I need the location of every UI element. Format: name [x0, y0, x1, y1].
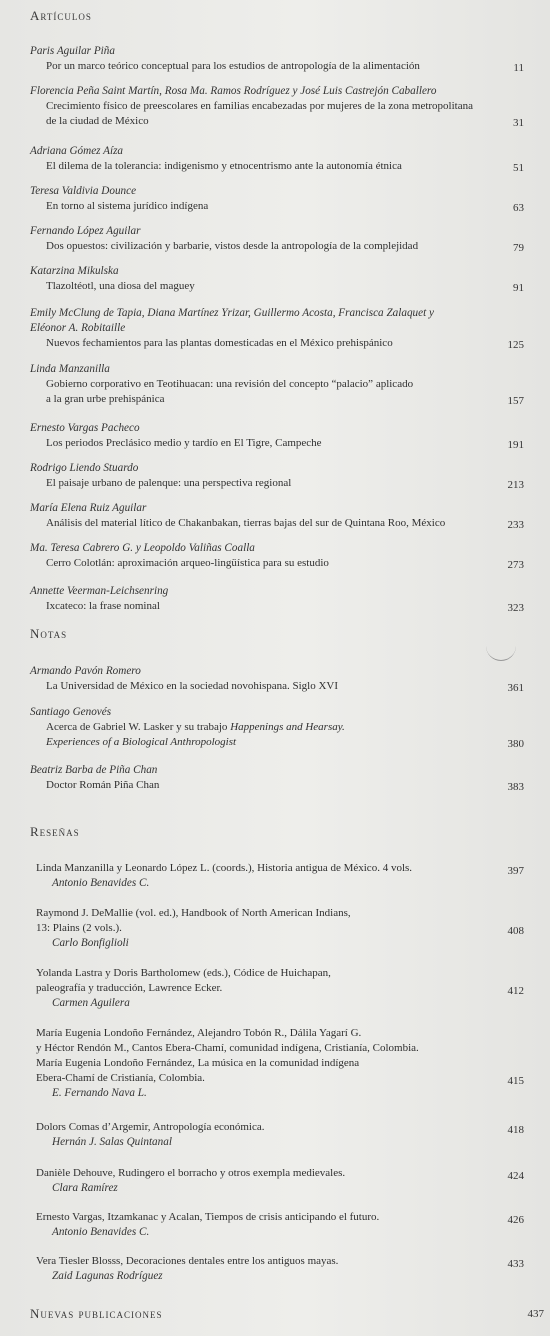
resena-page-number: 418	[507, 1124, 524, 1136]
entry-title: Tlazoltéotl, una diosa del maguey	[46, 280, 195, 292]
resena-reference: María Eugenia Londoño Fernández, La música en la comunidad indígena	[36, 1057, 360, 1069]
resena-entry	[36, 1210, 530, 1240]
entry-author: Santiago Genovés	[30, 706, 112, 718]
articulos-entry	[30, 84, 530, 129]
articulos-entry	[30, 184, 530, 214]
entry-author: María Elena Ruiz Aguilar	[30, 502, 147, 514]
resena-reviewer: Antonio Benavides C.	[52, 877, 150, 889]
entry-page-number: 51	[513, 162, 524, 174]
resena-entry	[36, 966, 530, 1011]
articulos-entry	[30, 144, 530, 174]
entry-author: Florencia Peña Saint Martín, Rosa Ma. Ramos Rodríguez y José Luis Castrejón Caballero	[30, 85, 437, 97]
entry-author: Beatriz Barba de Piña Chan	[30, 764, 158, 776]
resena-page-number: 408	[507, 925, 524, 937]
entry-author: Katarzina Mikulska	[30, 265, 119, 277]
resena-entry	[36, 1166, 530, 1196]
entry-author: Paris Aguilar Piña	[30, 45, 115, 57]
entry-page-number: 125	[507, 339, 524, 351]
section-title-articulos: Artículos	[30, 8, 92, 23]
entry-title: La Universidad de México en la sociedad novohispana. Siglo XVI	[46, 680, 339, 692]
articulos-entry	[30, 264, 530, 294]
entry-page-number: 63	[513, 202, 524, 214]
entry-title: Por un marco teórico conceptual para los estudios de antropología de la alimentación	[46, 60, 420, 72]
entry-author: Rodrigo Liendo Stuardo	[30, 462, 139, 474]
entry-page-number: 213	[507, 479, 524, 491]
resena-reference: Vera Tiesler Blosss, Decoraciones dentales entre los antiguos mayas.	[36, 1255, 339, 1267]
nuevas-publicaciones-page-number: 437	[527, 1308, 544, 1320]
entry-page-number: 91	[513, 282, 524, 294]
entry-title: El paisaje urbano de palenque: una perspectiva regional	[46, 477, 292, 489]
resena-page-number: 397	[507, 865, 524, 877]
resena-reference: Ernesto Vargas, Itzamkanac y Acalan, Tiempos de crisis anticipando el futuro.	[36, 1211, 380, 1223]
articulos-entry	[30, 461, 530, 491]
entry-title: de la ciudad de México	[46, 115, 149, 127]
resena-page-number: 412	[507, 985, 524, 997]
resena-entry	[36, 861, 530, 891]
resena-reviewer: Zaid Lagunas Rodríguez	[52, 1270, 163, 1282]
entry-title: Cerro Colotlán: aproximación arqueo-lingüística para su estudio	[46, 557, 329, 569]
resena-reference: Raymond J. DeMallie (vol. ed.), Handbook of North American Indians,	[36, 907, 351, 919]
resena-reviewer: E. Fernando Nava L.	[52, 1087, 147, 1099]
entry-title: Nuevos fechamientos para las plantas domesticadas en el México prehispánico	[46, 337, 393, 349]
page-curl-mark	[486, 640, 516, 661]
resena-page-number: 433	[507, 1258, 524, 1270]
entry-title: Crecimiento físico de preescolares en familias encabezadas por mujeres de la zona metropolitana	[46, 100, 473, 112]
resena-reviewer: Clara Ramírez	[52, 1182, 118, 1194]
entry-author: Teresa Valdivia Dounce	[30, 185, 137, 197]
resena-reference: Ebera-Chamí de Cristianía, Colombia.	[36, 1072, 205, 1084]
resena-reviewer: Carlo Bonfiglioli	[52, 937, 129, 949]
articulos-entry	[30, 541, 530, 571]
notas-entry	[30, 705, 530, 750]
entry-page-number: 361	[507, 682, 524, 694]
resena-page-number: 424	[507, 1170, 524, 1182]
resena-reference: y Héctor Rendón M., Cantos Ebera-Chamí, comunidad indígena, Cristianía, Colombia.	[36, 1042, 419, 1054]
articulos-entry	[30, 362, 530, 407]
articulos-entry	[30, 224, 530, 254]
entry-page-number: 191	[507, 439, 524, 451]
resena-entry	[36, 1254, 530, 1284]
notas-entry	[30, 763, 530, 793]
resena-reference: Dolors Comas d’Argemir, Antropología económica.	[36, 1121, 265, 1133]
entry-title: Ixcateco: la frase nominal	[46, 600, 160, 612]
entry-page-number: 157	[507, 395, 524, 407]
entry-page-number: 31	[513, 117, 524, 129]
articulos-entry	[30, 44, 530, 74]
resena-entry	[36, 1026, 530, 1101]
resena-reviewer: Hernán J. Salas Quintanal	[52, 1136, 172, 1148]
articulos-entry	[30, 306, 530, 351]
resena-reference: María Eugenia Londoño Fernández, Alejandro Tobón R., Dálila Yagarí G.	[36, 1027, 362, 1039]
entry-title: Acerca de Gabriel W. Lasker y su trabajo Happenings and Hearsay.	[46, 721, 345, 733]
entry-page-number: 11	[513, 62, 524, 74]
entry-page-number: 323	[507, 602, 524, 614]
entry-author: Ernesto Vargas Pacheco	[30, 422, 140, 434]
articulos-entry	[30, 584, 530, 614]
entry-title: El dilema de la tolerancia: indigenismo y etnocentrismo ante la autonomía étnica	[46, 160, 402, 172]
notas-entry	[30, 664, 530, 694]
resena-entry	[36, 906, 530, 951]
entry-title: Gobierno corporativo en Teotihuacan: una revisión del concepto “palacio” aplicado	[46, 378, 414, 390]
resena-page-number: 426	[507, 1214, 524, 1226]
entry-page-number: 79	[513, 242, 524, 254]
entry-title: En torno al sistema jurídico indígena	[46, 200, 209, 212]
section-title-resenas: Reseñas	[30, 824, 80, 839]
resena-reference: Danièle Dehouve, Rudingero el borracho y otros exempla medievales.	[36, 1167, 346, 1179]
entry-author: Annette Veerman-Leichsenring	[30, 585, 169, 597]
section-title-notas: Notas	[30, 626, 68, 641]
entry-author: Adriana Gómez Aíza	[30, 145, 124, 157]
entry-title: Análisis del material lítico de Chakanbakan, tierras bajas del sur de Quintana Roo, México	[46, 517, 446, 529]
entry-title: Experiences of a Biological Anthropologist	[46, 736, 237, 748]
resena-reference: paleografía y traducción, Lawrence Ecker.	[36, 982, 223, 994]
resena-reference: 13: Plains (2 vols.).	[36, 922, 122, 934]
resena-reviewer: Antonio Benavides C.	[52, 1226, 150, 1238]
resena-reference: Linda Manzanilla y Leonardo López L. (coords.), Historia antigua de México. 4 vols.	[36, 862, 413, 874]
entry-page-number: 233	[507, 519, 524, 531]
entry-author: Armando Pavón Romero	[30, 665, 141, 677]
entry-page-number: 383	[507, 781, 524, 793]
italic-book-title: Happenings and Hearsay.	[230, 721, 345, 733]
resena-page-number: 415	[507, 1075, 524, 1087]
entry-title: a la gran urbe prehispánica	[46, 393, 165, 405]
entry-title: Dos opuestos: civilización y barbarie, vistos desde la antropología de la complejidad	[46, 240, 419, 252]
entry-title: Los periodos Preclásico medio y tardío en El Tigre, Campeche	[46, 437, 322, 449]
resena-entry	[36, 1120, 530, 1150]
resena-reviewer: Carmen Aguilera	[52, 997, 130, 1009]
entry-author: Emily McClung de Tapia, Diana Martínez Yrizar, Guillermo Acosta, Francisca Zalaquet y	[30, 307, 434, 319]
entry-title: Doctor Román Piña Chan	[46, 779, 160, 791]
entry-author: Ma. Teresa Cabrero G. y Leopoldo Valiñas Coalla	[30, 542, 255, 554]
entry-author: Fernando López Aguilar	[30, 225, 141, 237]
entry-author: Eléonor A. Robitaille	[30, 322, 126, 334]
entry-page-number: 273	[507, 559, 524, 571]
articulos-entry	[30, 421, 530, 451]
entry-page-number: 380	[507, 738, 524, 750]
section-title-nuevas-publicaciones: Nuevas publicaciones	[30, 1306, 163, 1321]
entry-author: Linda Manzanilla	[30, 363, 110, 375]
articulos-entry	[30, 501, 530, 531]
resena-reference: Yolanda Lastra y Doris Bartholomew (eds.), Códice de Huichapan,	[36, 967, 331, 979]
